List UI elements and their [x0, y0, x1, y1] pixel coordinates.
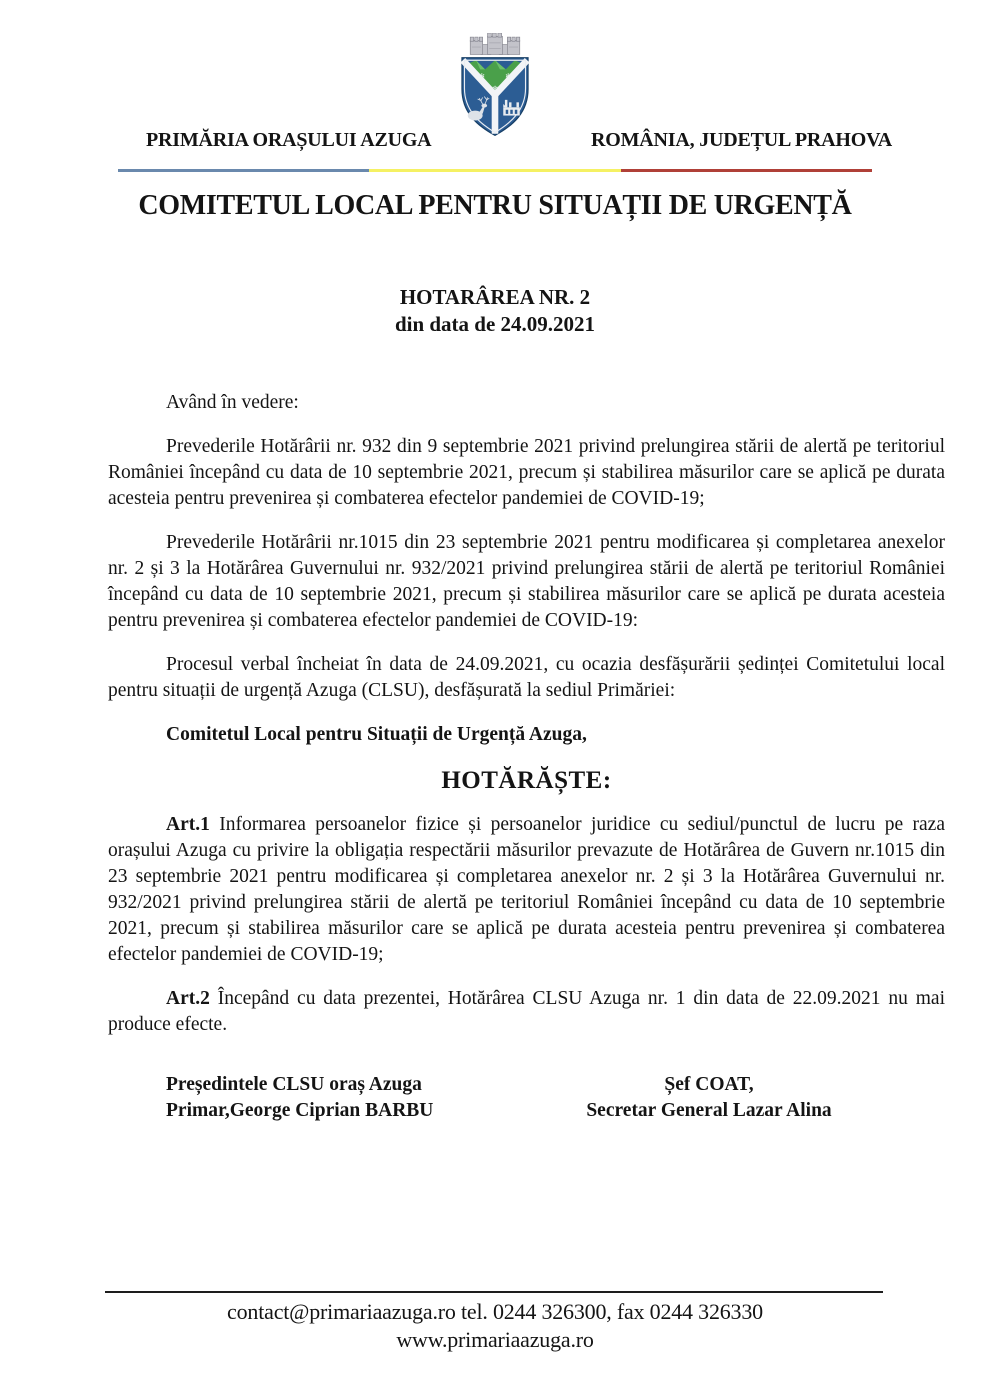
article-2: [108, 986, 945, 1038]
decision-number: HOTARÂREA NR. 2: [399, 285, 591, 309]
article-2-label: Art.2: [166, 988, 210, 1009]
azuga-coat-of-arms-icon: [453, 33, 537, 137]
paragraph-2: Prevederile Hotărârii nr.1015 din 23 septembrie 2021 pentru modificarea și completarea anexelor nr. 2 și 3 la Hotărârea Guvernului nr. 932/2021 privind prelungirea stării de alertă pe teritoriul României începând cu data de 10 septembrie 2021, precum și stabilirea măsurilor care se aplică pe durata acesteia pentru prevenirea și combaterea efectelor pandemiei de COVID-19:: [108, 532, 945, 631]
committee-line: Comitetul Local pentru Situații de Urgență Azuga,: [166, 724, 587, 745]
svg-text:❄: ❄: [491, 83, 499, 93]
article-1: [108, 812, 945, 968]
signature-right-name: Secretar General Lazar Alina: [586, 1100, 832, 1121]
article-2-text: Începând cu data prezentei, Hotărârea CLSU Azuga nr. 1 din data de 22.09.2021 nu mai produce efecte.: [108, 988, 945, 1035]
municipality-name: PRIMĂRIA ORAȘULUI AZUGA: [146, 129, 432, 151]
signature-left: [166, 1072, 433, 1124]
tricolor-blue-segment: [118, 169, 369, 172]
decision-heading: [0, 284, 990, 338]
tricolor-yellow-segment: [369, 169, 620, 172]
shield: [462, 58, 528, 136]
document-title: COMITETUL LOCAL PENTRU SITUAȚII DE URGENȚĂ: [138, 190, 852, 221]
page-footer: [0, 1291, 990, 1354]
footer-divider: [105, 1291, 883, 1293]
footer-contact: contact@primariaazuga.ro tel. 0244 326300, fax 0244 326330: [227, 1299, 763, 1324]
article-1-label: Art.1: [166, 814, 210, 835]
intro-line: Având în vedere:: [166, 392, 299, 413]
document-body: [108, 390, 945, 1124]
crest-svg: [453, 33, 537, 137]
country-region-name: ROMÂNIA, JUDEȚUL PRAHOVA: [591, 129, 892, 151]
signature-right-role: Șef COAT,: [664, 1074, 754, 1095]
footer-website: www.primariaazuga.ro: [396, 1327, 594, 1352]
svg-text:❄: ❄: [505, 71, 512, 81]
svg-text:❄: ❄: [478, 71, 485, 81]
article-1-text: Informarea persoanelor fizice și persoanelor juridice cu sediul/punctul de lucru pe raza orașului Azuga cu privire la obligația respectării măsurilor prevazute de Hotărârea de Guvern nr.1015 din 23 septembrie 2021 pentru modificarea și completarea anexelor nr. 2 și 3 la Hotărârea Guvernului nr. 932/2021 privind prelungirea stării de alertă pe teritoriul României începând cu data de 10 septembrie 2021, precum și stabilirea măsurilor care se aplică pe durata acesteia pentru prevenirea și combaterea efectelor pandemiei de COVID-19;: [108, 814, 945, 965]
mural-crown-icon: [470, 33, 520, 54]
signature-block: [108, 1072, 945, 1124]
signature-right: [583, 1072, 835, 1124]
decides-heading: HOTĂRĂȘTE:: [441, 767, 612, 794]
signature-left-role: Președintele CLSU oraș Azuga: [166, 1074, 422, 1095]
paragraph-3: Procesul verbal încheiat în data de 24.09.2021, cu ocazia desfășurării ședinței Comitetului local pentru situații de urgență Azuga (CLSU), desfășurată la sediul Primăriei:: [108, 654, 945, 701]
paragraph-1: Prevederile Hotărârii nr. 932 din 9 septembrie 2021 privind prelungirea stării de alertă pe teritoriul României începând cu data de 10 septembrie 2021, precum și stabilirea măsurilor care se aplică pe durata acesteia pentru prevenirea și combaterea efectelor pandemiei de COVID-19;: [108, 436, 945, 509]
decision-date: din data de 24.09.2021: [394, 312, 596, 336]
signature-left-name: Primar,George Ciprian BARBU: [166, 1100, 434, 1121]
tricolor-divider: [118, 169, 872, 172]
tricolor-red-segment: [621, 169, 872, 172]
